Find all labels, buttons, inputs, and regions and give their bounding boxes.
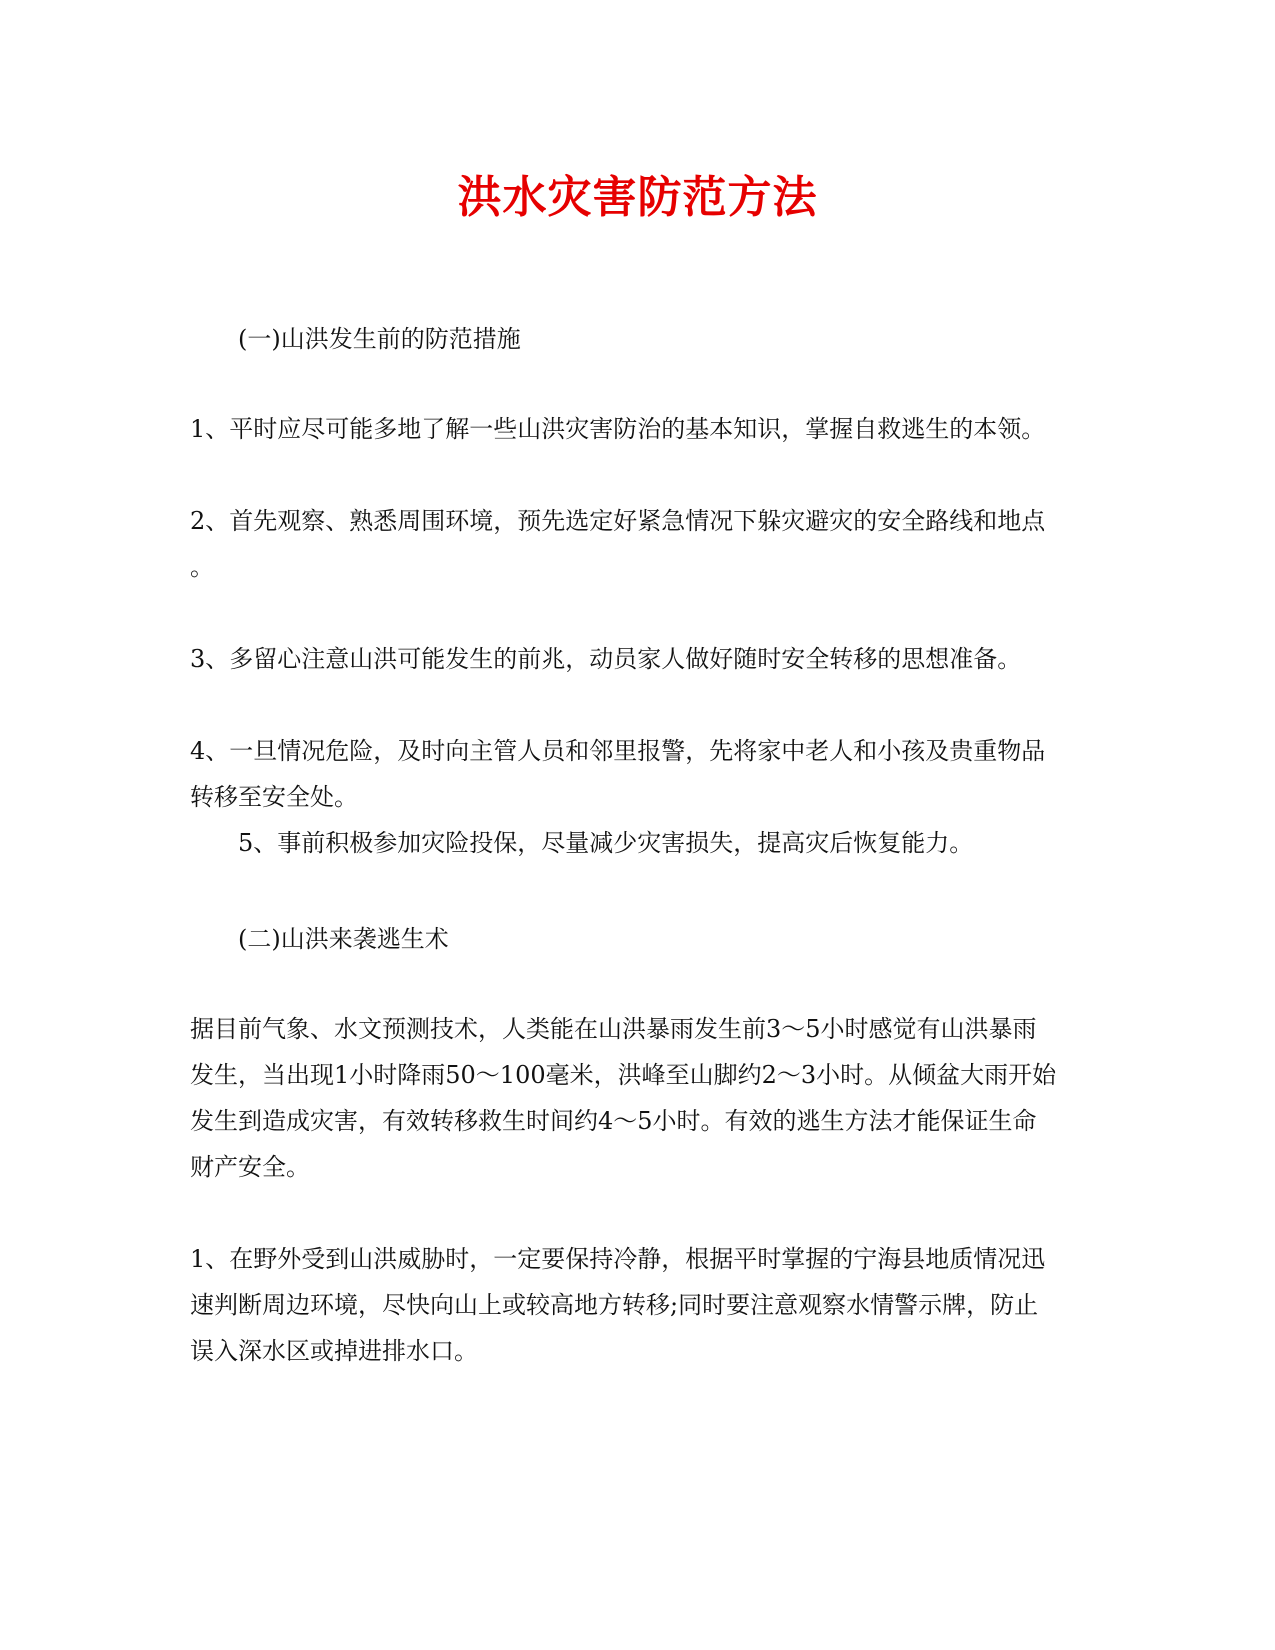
- paragraph-line: 据目前气象、水文预测技术，人类能在山洪暴雨发生前3～5小时感觉有山洪暴雨: [190, 1015, 1037, 1043]
- section-heading-2: [238, 916, 1080, 962]
- paragraph-line: 发生到造成灾害，有效转移救生时间约4～5小时。有效的逃生方法才能保证生命: [190, 1107, 1037, 1135]
- paragraph-line: 3、多留心注意山洪可能发生的前兆，动员家人做好随时安全转移的思想准备。: [190, 645, 1022, 673]
- paragraph-5: [238, 820, 1080, 866]
- paragraph-7: [190, 1236, 1080, 1374]
- paragraph-line: 2、首先观察、熟悉周围环境，预先选定好紧急情况下躲灾避灾的安全路线和地点: [190, 507, 1046, 535]
- paragraph-line: 发生，当出现1小时降雨50～100毫米，洪峰至山脚约2～3小时。从倾盆大雨开始: [190, 1061, 1057, 1089]
- paragraph-line: 财产安全。: [190, 1153, 310, 1181]
- paragraph-line: 误入深水区或掉进排水口。: [190, 1337, 478, 1365]
- section-heading-text: (二)山洪来袭逃生术: [238, 925, 449, 953]
- paragraph-line: 5、事前积极参加灾险投保，尽量减少灾害损失，提高灾后恢复能力。: [238, 829, 974, 857]
- paragraph-line: 1、平时应尽可能多地了解一些山洪灾害防治的基本知识，掌握自救逃生的本领。: [190, 415, 1046, 443]
- section-heading-1: [238, 316, 1080, 362]
- paragraph-line: 转移至安全处。: [190, 783, 358, 811]
- document-title: 洪水灾害防范方法: [457, 172, 818, 223]
- paragraph-line: 1、在野外受到山洪威胁时，一定要保持冷静，根据平时掌握的宁海县地质情况迅: [190, 1245, 1046, 1273]
- section-heading-text: (一)山洪发生前的防范措施: [238, 325, 521, 353]
- paragraph-4: [190, 728, 1080, 820]
- paragraph-3: [190, 636, 1080, 682]
- paragraph-1: [190, 406, 1080, 452]
- paragraph-line: 4、一旦情况危险，及时向主管人员和邻里报警，先将家中老人和小孩及贵重物品: [190, 737, 1046, 765]
- paragraph-line: 。: [190, 553, 214, 581]
- paragraph-6: [190, 1006, 1080, 1190]
- paragraph-line: 速判断周边环境，尽快向山上或较高地方转移;同时要注意观察水情警示牌，防止: [190, 1291, 1039, 1319]
- paragraph-2: [190, 498, 1080, 590]
